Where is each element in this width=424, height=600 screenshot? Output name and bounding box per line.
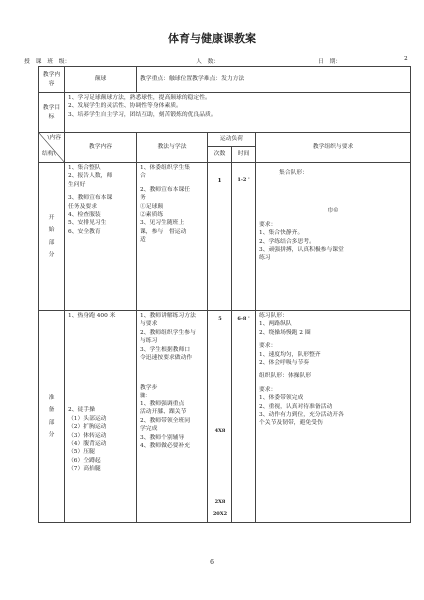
org-line: 2、学练结合多思考。 [259,238,315,245]
org-line: 练习 [259,255,271,262]
section-warmup-duration: 6-8 ' [232,311,256,523]
org-line: 1、速度均匀，队形整齐 [259,351,321,358]
col-times: 次数 [208,147,232,163]
method-line: 课，参与 督运动 [140,228,187,235]
col-content: 教学内容 [65,133,137,163]
diag-top-label: \内容 [47,135,61,141]
column-header-row-1 [39,133,411,147]
org-line: 组织队形：体操队形 [259,373,312,380]
org-line: 1、两路纵队 [259,321,292,328]
method-line: 1、体委组织学生集 [140,165,191,171]
section-warmup-method [137,311,208,523]
method-line: 2、教师宣布本课任 [140,186,191,193]
content-row [39,67,411,93]
method-line: 活动开膝、踝关节 [140,409,187,416]
goal-item: 2、发展学生的灵活性、协调性等身体素质。 [68,103,182,110]
section-warmup-times [208,311,232,523]
section-start-content [65,163,137,311]
structure-diagonal-header [39,133,65,163]
method-line: 3、教师个别辅导 [140,434,185,441]
method-line: 务 [140,195,146,202]
org-line: 2、体会呼吸与节奏 [259,359,310,366]
method-line: 3、见习生随班上 [140,220,185,227]
content-line: （7）高抬腿 [68,466,101,473]
header-row [24,56,410,66]
content-line: 6、安全教育 [68,228,101,235]
section-warmup-org [256,311,411,523]
content-line: （5）压腿 [68,449,95,456]
method-line: ①足球颠 [140,203,164,210]
section-start-org [256,163,411,311]
method-line: 合 [140,173,146,180]
times-value: 20X2 [212,511,228,517]
method-line: 1、教师讲解练习方法 [140,313,196,319]
method-line: 适 [140,237,146,244]
goals-list [65,93,411,133]
content-line: 1、热身跑 400 米 [68,313,116,319]
class-label: 授 课 班 级： [24,59,71,65]
col-method: 教法与学法 [137,133,208,163]
content-line: 生问好 [68,181,86,188]
content-line: （2）扩胸运动 [68,424,107,431]
section-start-duration: 1-2 ' [232,163,256,311]
method-line: 骤： [140,392,151,399]
content-line: 5、安排见习生 [68,220,107,227]
org-line: 2、重视，认真对待准备活动 [259,403,333,410]
content-line: （6）仝蹲起 [68,457,101,464]
col-duration: 时间 [232,147,256,163]
method-line: 令迅速按要求做动作 [140,354,193,361]
times-value: 4X8 [214,428,226,434]
section-warmup-content [65,311,137,523]
content-line: 3、教师宣布本课 [68,195,113,202]
org-line: 巾© [327,208,339,215]
date-value: 2 [404,56,408,62]
content-line: 任务及要求 [68,203,97,210]
org-line: 3、动作有力到位，充分活动开各 [259,411,344,418]
content-focus: 教学重点：触球位置教学难点：发力方法 [137,67,411,93]
section-start [39,163,411,311]
count-label: 人 数： [196,59,220,65]
page-title: 体育与健康课教案 [168,32,256,45]
page-number: 6 [210,559,214,566]
goals-row [39,93,411,133]
org-line: 1、集合快静齐。 [259,230,304,237]
section-start-times: 1 [208,163,232,311]
content-line: 2、报告人数，师 [68,173,113,180]
section-start-method [137,163,208,311]
content-line: （3）体转运动 [68,432,107,439]
diag-bottom-label: 结构\ [42,151,56,158]
content-value: 颠球 [65,67,137,93]
col-load: 运动负荷 [208,133,256,147]
goal-item: 3、培养学生自主学习，团结互助，刻苦锻炼的优良品质。 [68,111,217,118]
times-value: 5 [218,316,222,322]
method-line: 4、教师做必要补充 [140,442,191,449]
org-line: 2、绕操场慢跑 2 圈 [259,329,311,336]
goals-label: 教学目标 [39,93,65,133]
method-line: 学完成 [140,426,158,433]
method-line: 1、教师强调重点 [140,400,185,407]
content-line: 4、检查服装 [68,211,101,218]
content-label: 教学内容 [39,67,65,93]
method-line: 2、教师组织学生参与 [140,329,196,336]
method-line: 教学步 [140,385,158,392]
org-line: 3、顽强拼搏，认真积极参与课堂 [259,246,344,253]
goal-item: 1、学习足球颠球方法，熟悉球性，提高颠球的稳定性。 [68,95,211,101]
method-line: 3、学生根据教师口 [140,346,191,353]
org-line: 练习队形： [259,313,288,319]
col-org: 教学组织与要求 [256,133,411,163]
section-warmup-label: 准 备 部 分 [39,311,65,523]
times-value: 2X8 [214,499,226,505]
content-line: 1、集合整队 [68,165,101,171]
org-line: 要求： [259,343,277,350]
org-line: 要求： [259,221,277,228]
org-line: 1、体委带领完成 [259,395,304,402]
method-line: 与要求 [140,321,158,328]
org-line: 集合队形： [279,170,308,176]
diagonal-line [39,133,65,163]
org-line: 个关节及韧带，避免受伤 [259,420,323,427]
method-line: 2、教师带领全班同 [140,417,191,424]
method-line: ②素质练 [140,211,164,218]
content-line: 2、徒手操 [68,407,95,414]
content-line: （1）头部运动 [68,415,107,422]
section-warmup [39,311,411,523]
method-line: 与练习 [140,338,158,345]
date-label: 日 期： [318,59,342,65]
section-start-label: 开 始 部 分 [39,163,65,311]
lesson-plan-table [38,66,411,523]
content-line: （4）腹背运动 [68,440,107,447]
org-line: 要求： [259,386,277,393]
